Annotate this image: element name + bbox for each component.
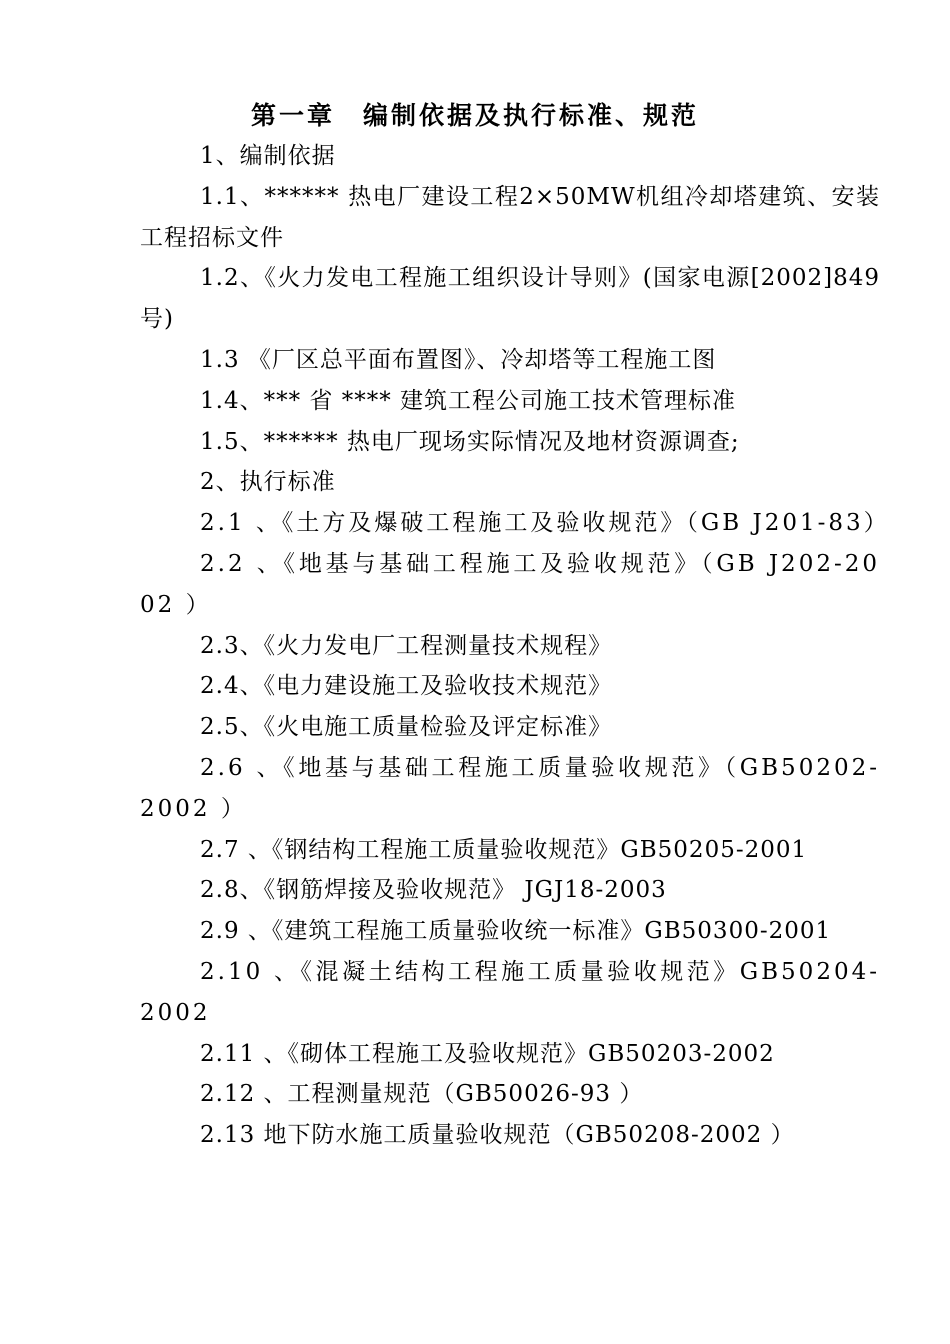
- standard-item-2-8: 2.8、《钢筋焊接及验收规范》 JGJ18-2003: [200, 877, 667, 904]
- standard-item-2-9: 2.9 、《建筑工程施工质量验收统一标准》GB50300-2001: [200, 918, 832, 945]
- standard-item-2-4: 2.4、《电力建设施工及验收技术规范》: [200, 673, 613, 700]
- document-body: [140, 136, 890, 1156]
- basis-item-1-3: 1.3 《厂区总平面布置图》、冷却塔等工程施工图: [200, 346, 717, 373]
- standard-item-2-10: 2.10 、《混凝土结构工程施工质量验收规范》GB50204-2002: [140, 958, 880, 1026]
- standard-item-2-11: 2.11 、《砌体工程施工及验收规范》GB50203-2002: [200, 1040, 775, 1067]
- standard-item-2-5: 2.5、《火电施工质量检验及评定标准》: [200, 714, 613, 741]
- standard-item-2-6: 2.6 、《地基与基础工程施工质量验收规范》（GB50202-2002 ）: [140, 754, 880, 822]
- basis-item-1-4: 1.4、*** 省 **** 建筑工程公司施工技术管理标准: [200, 387, 737, 414]
- basis-item-1-5: 1.5、****** 热电厂现场实际情况及地材资源调查;: [200, 428, 740, 455]
- standard-item-2-3: 2.3、《火力发电厂工程测量技术规程》: [200, 632, 613, 659]
- basis-item-1-1: 1.1、****** 热电厂建设工程2×50MW机组冷却塔建筑、安装工程招标文件: [140, 183, 880, 251]
- standard-item-2-1: 2.1 、《土方及爆破工程施工及验收规范》（GB J201-83）: [200, 510, 890, 537]
- standard-item-2-7: 2.7 、《钢结构工程施工质量验收规范》GB50205-2001: [200, 836, 808, 863]
- basis-item-1-2: 1.2、《火力发电工程施工组织设计导则》(国家电源[2002]849号): [140, 265, 880, 333]
- standard-item-2-13: 2.13 地下防水施工质量验收规范（GB50208-2002 ）: [200, 1122, 795, 1149]
- section-heading-standards: 2、执行标准: [200, 469, 336, 496]
- standard-item-2-2: 2.2 、《地基与基础工程施工及验收规范》（GB J202-2002 ）: [140, 550, 880, 618]
- standard-item-2-12: 2.12 、工程测量规范（GB50026-93 ）: [200, 1081, 644, 1108]
- section-heading-basis: 1、编制依据: [200, 143, 336, 169]
- chapter-title: 第一章 编制依据及执行标准、规范: [250, 101, 699, 130]
